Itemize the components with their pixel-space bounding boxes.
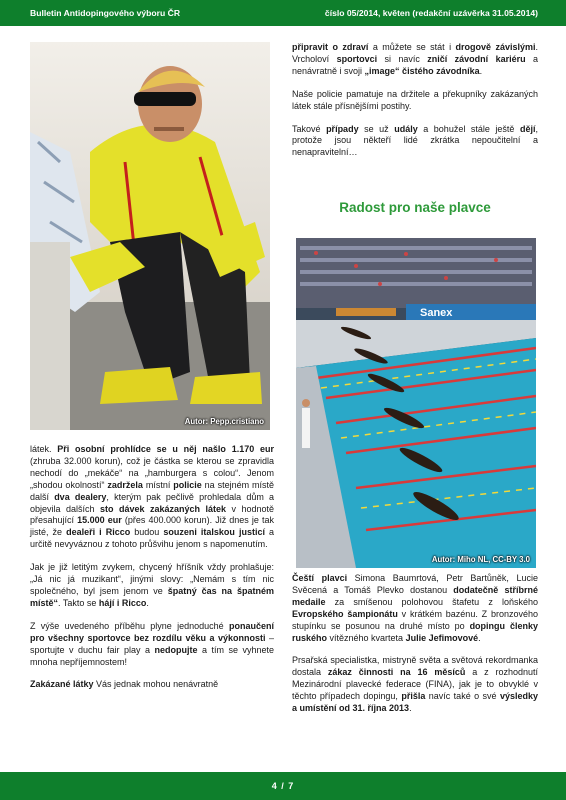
- cyclist-photo: [30, 42, 270, 430]
- text-run: (přes 400.000 korun). Již dnes je tak jisté, že: [30, 515, 274, 538]
- bold-text: dealeři i Ricco: [66, 527, 131, 538]
- paragraph: [292, 655, 538, 715]
- text-run: Prsařská specialistka, mistryně světa a světová rekordmanka dostala: [292, 655, 538, 678]
- paragraph: [292, 42, 538, 78]
- text-run: místní: [142, 479, 174, 490]
- paragraph: [30, 562, 274, 610]
- bold-text: drogově závislými: [455, 42, 536, 52]
- swimming-photo: [296, 238, 536, 568]
- paragraph: [30, 621, 274, 669]
- text-run: Jak je již letitým zvykem, chycený hříšník vždy prohlašuje: „Já nic já muzikant“, jinými slovy: „Nemám s tím nic společného, byl jsem jenom ve: [30, 562, 274, 596]
- text-run: v krátkém bazénu. Z bronzového stupínku se posunou na druhé místo po: [292, 608, 538, 631]
- text-run: a nenávratně i svoji: [292, 53, 538, 76]
- paragraph: [292, 573, 538, 644]
- bold-text: nedopujte: [154, 644, 198, 655]
- bold-text: připravit o zdraví: [292, 42, 369, 52]
- section-heading: Radost pro naše plavce: [339, 200, 491, 215]
- text-run: , kterým pak pečlivě prohledala dům a objevila dalších: [30, 491, 274, 514]
- text-run: a můžete se stát i: [368, 42, 456, 52]
- bold-text: zničí závodní kariéru: [427, 53, 526, 64]
- bold-text: ponaučení pro všechny sportovce bez rozdílu věku a výkonnosti: [30, 620, 274, 643]
- bold-text: Čeští plavci: [292, 573, 348, 583]
- paragraph: [292, 89, 538, 113]
- text-run: za smíšenou polohovou štafetu z loňského: [325, 596, 538, 607]
- bulletin-title: Bulletin Antidopingového výboru ČR: [30, 8, 181, 18]
- text-run: a určitě nevyváznou z tohoto průšvihu jenom s napomenutím.: [30, 527, 275, 550]
- text-run: navíc také o své: [425, 691, 500, 702]
- text-run: Vás jednak mohou nenávratně: [93, 679, 219, 690]
- bold-text: dva dealery: [54, 491, 107, 502]
- bold-text: případy: [326, 123, 359, 134]
- text-run: si navíc: [377, 53, 428, 64]
- bold-text: Zakázané látky: [30, 679, 94, 690]
- bold-text: dějí: [519, 123, 536, 134]
- sanex-banner: Sanex: [420, 307, 453, 319]
- text-run: – sportujte v duchu fair play a: [30, 632, 274, 655]
- text-run: Naše policie pamatuje na držitele a překupníky zakázaných látek stále přísnějšími postihy.: [292, 88, 538, 111]
- photo-credit: Autor: Pepp.cristiano: [184, 417, 264, 426]
- paragraph: [292, 124, 538, 160]
- text-run: . Vrcholoví: [292, 42, 538, 64]
- text-run: Z výše uvedeného příběhu plyne jednoduché: [30, 620, 229, 631]
- bold-text: Při osobní prohlídce se u něj našlo 1.170 eur: [57, 444, 274, 454]
- bold-text: výsledky a umístění od 31. října 2013: [292, 691, 538, 714]
- issue-info: číslo 05/2014, květen (redakční uzávěrka 31.05.2014): [324, 8, 538, 18]
- text-run: na stejném místě další: [30, 479, 275, 502]
- text-run: látek.: [30, 444, 58, 454]
- text-run: .: [479, 65, 483, 76]
- text-run: se už: [358, 123, 395, 134]
- bold-text: sportovci: [336, 53, 378, 64]
- article-text-right-bottom: [292, 573, 538, 726]
- article-text-right-top: [292, 42, 538, 170]
- page-number: 4 / 7: [271, 781, 295, 791]
- text-run: Simona Baumrtová, Petr Bartůněk, Lucie Svěcená a Tomáš Plevko dostanou: [292, 573, 538, 595]
- bold-text: udály: [394, 123, 418, 134]
- bold-text: špatný čas na špatném místě“: [30, 585, 274, 608]
- text-run: , protože jsou někteří lidé zkrátka nepoučitelní a nenapravitelní…: [292, 123, 538, 158]
- bold-text: dopingu členky ruského: [292, 620, 538, 643]
- text-run: .: [409, 703, 412, 714]
- article-text-left: [30, 444, 274, 702]
- bold-text: hájí i Ricco: [98, 597, 147, 608]
- page-footer: [0, 772, 566, 800]
- paragraph: [30, 679, 274, 691]
- bold-text: Julie Jefimovové: [405, 632, 479, 643]
- bold-text: „image“ čistého závodníka: [364, 65, 480, 76]
- paragraph: [30, 444, 274, 551]
- bold-text: zadržela: [107, 479, 143, 490]
- text-run: . Takto se: [58, 597, 99, 608]
- text-run: a z rozhodnutí Mezinárodní plavecké federace (FINA), jak je to obvyklé v těchto případech dopingu,: [292, 667, 538, 702]
- text-run: .: [146, 597, 149, 608]
- bold-text: 15.000 eur: [77, 515, 122, 526]
- photo-credit: Autor: Miho NL, CC-BY 3.0: [431, 555, 530, 564]
- text-run: (zhruba 32.000 korun), což je částka se kterou se zpravidla nechodí do „mekáče“ na „hamburgera s colou“. Jenom „shodou okolností“: [30, 455, 274, 490]
- bold-text: zákaz činnosti na 16 měsíců: [327, 667, 466, 678]
- page-header: [0, 0, 566, 26]
- text-run: Takové: [292, 123, 327, 134]
- text-run: budou: [130, 527, 164, 538]
- text-run: a bohužel stále ještě: [417, 123, 520, 134]
- bold-text: přišla: [401, 691, 426, 702]
- bold-text: souzeni italskou justicí: [163, 527, 265, 538]
- text-run: vítězného kvarteta: [327, 632, 406, 643]
- bold-text: sto dávek zakázaných látek: [100, 503, 226, 514]
- text-run: a tím se vyhnete mnoha nepříjemnostem!: [30, 644, 274, 667]
- bold-text: Evropského šampionátu: [292, 608, 398, 619]
- text-run: v hodnotě přesahující: [30, 503, 274, 526]
- bold-text: policie: [173, 479, 202, 490]
- text-run: .: [478, 632, 481, 643]
- bold-text: dodatečně stříbrné medaile: [292, 584, 538, 607]
